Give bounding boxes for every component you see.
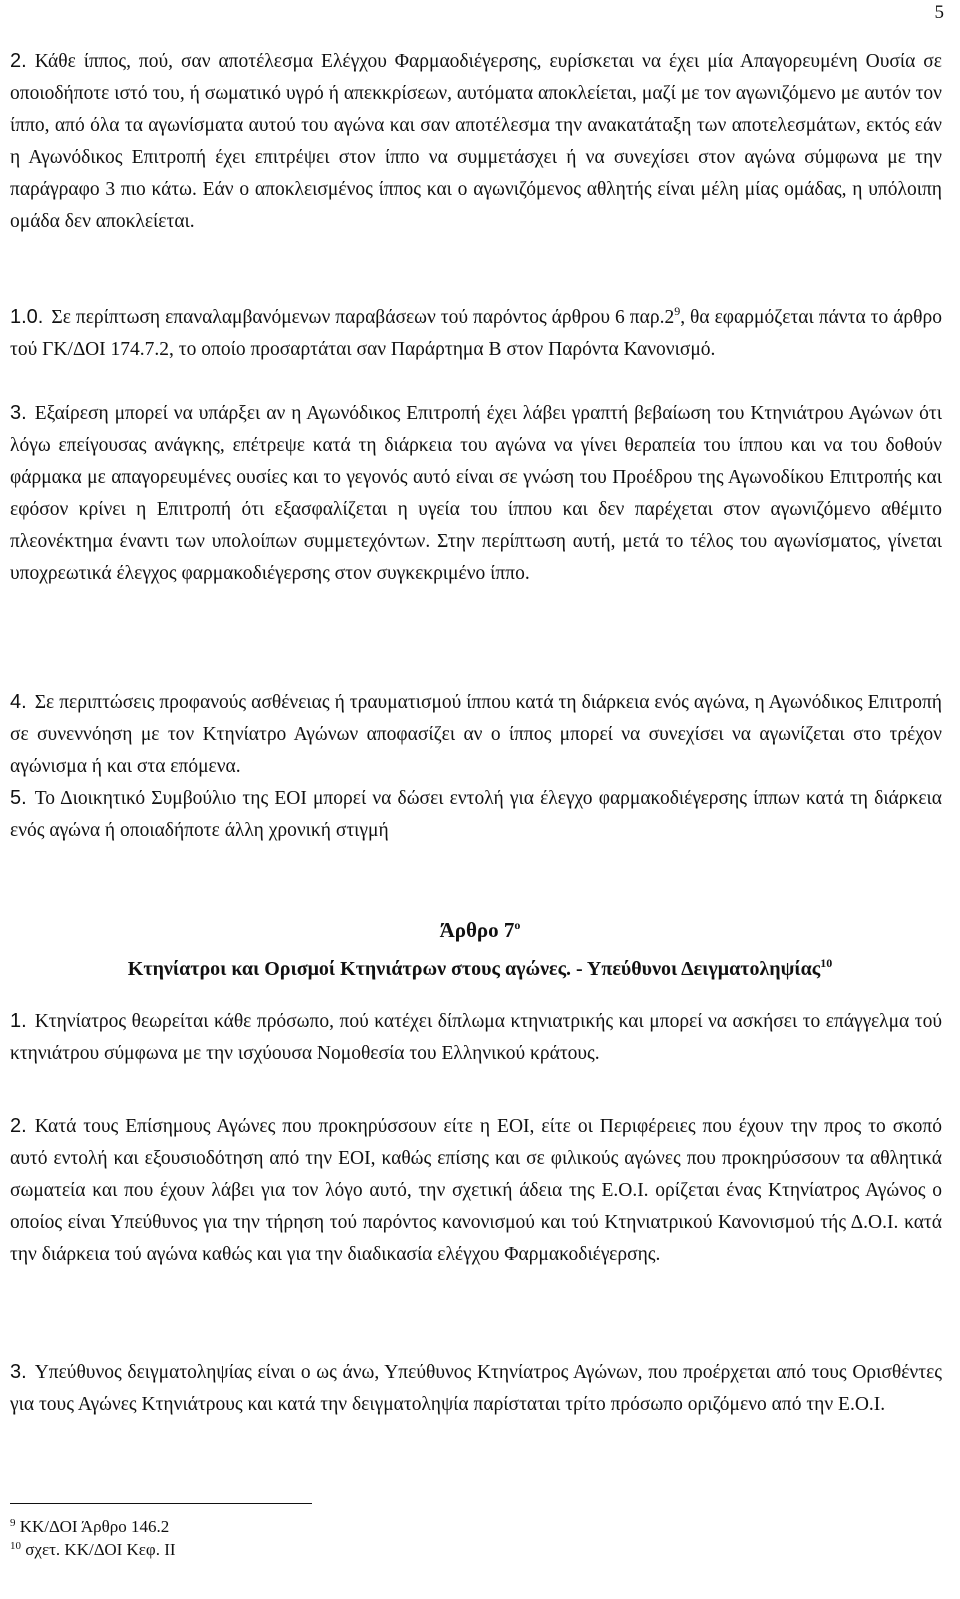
paragraph-text: Σε περίπτωση επαναλαμβανόμενων παραβάσεων τού παρόντος άρθρου 6 παρ.2 bbox=[51, 307, 675, 328]
paragraph-2 bbox=[10, 45, 942, 239]
paragraph-number: 1. bbox=[10, 1010, 27, 1032]
paragraph-number: 5. bbox=[10, 787, 27, 809]
footnote-ref-10: 10 bbox=[820, 956, 833, 970]
footnote-separator bbox=[10, 1503, 312, 1504]
page-number: 5 bbox=[934, 2, 944, 23]
paragraph-text-continued: , θα εφαρμόζεται πάντα το άρθρο τού ΓΚ/ΔΟΙ 174.7.2, το οποίο προσαρτάται σαν Παράρτημα Β στον Παρόντα Κανονισμό. bbox=[10, 307, 942, 361]
paragraph-text: Υπεύθυνος δειγματοληψίας είναι ο ως άνω, Υπεύθυνος Κτηνίατρος Αγώνων, που προέρχεται από τους Ορισθέντες για τους Αγώνες Κτηνιάτρους και κατά την δειγματοληψία παρίσταται τρίτο πρόσωπο οριζόμενο από την Ε.Ο.Ι. bbox=[10, 1362, 942, 1416]
paragraph-number: 3. bbox=[10, 402, 27, 424]
paragraph-number: 3. bbox=[10, 1361, 27, 1383]
paragraph-3 bbox=[10, 397, 942, 591]
paragraph-text: Το Διοικητικό Συμβούλιο της ΕΟΙ μπορεί να δώσει εντολή για έλεγχο φαρμακοδιέγερσης ίππων κατά τη διάρκεια ενός αγώνα ή οποιαδήποτε άλλη χρονική στιγμή bbox=[10, 788, 942, 842]
paragraph-1-0 bbox=[10, 301, 942, 366]
paragraph-number: 1.0. bbox=[10, 306, 44, 328]
article-paragraph-3 bbox=[10, 1356, 942, 1421]
article-paragraph-2 bbox=[10, 1110, 942, 1271]
footnote-9: $^9$ ΚΚ/ΔΟΙ Άρθρο 146.2 bbox=[10, 1517, 170, 1536]
paragraph-4 bbox=[10, 686, 942, 783]
paragraph-number: 4. bbox=[10, 691, 27, 713]
article-title: Άρθρο $7^o$ bbox=[439, 918, 521, 942]
article-paragraph-1 bbox=[10, 1005, 942, 1070]
paragraph-text: Σε περιπτώσεις προφανούς ασθένειας ή τραυματισμού ίππου κατά τη διάρκεια ενός αγώνα, η Αγωνόδικος Επιτροπή σε συνεννόηση με τον Κτηνίατρο Αγώνων αποφασίζει αν ο ίππος μπορεί να συνεχίσει να αγωνίζεται στο τρέχον αγώνισμα ή και στα επόμενα. bbox=[10, 692, 942, 778]
paragraph-text: Κατά τους Επίσημους Αγώνες που προκηρύσσουν είτε η ΕΟΙ, είτε οι Περιφέρειες που έχουν την προς το σκοπό αυτό εντολή και εξουσιοδότηση από την ΕΟΙ, καθώς επίσης και σε φιλικούς αγώνες που προκηρύσσουν τα αθλητικά σωματεία και που έχουν λάβει για τον λόγο αυτό, την σχετική άδεια της Ε.Ο.Ι. ορίζεται ένας Κτηνίατρος Αγώνος ο οποίος είναι Υπεύθυνος για την τήρηση τού παρόντος κανονισμού και τού Κτηνιατρικού Κανονισμού τής Δ.Ο.Ι. κατά την διάρκεια τού αγώνα καθώς και για την διαδικασία ελέγχου Φαρμακοδιέγερσης. bbox=[10, 1116, 942, 1266]
paragraph-text: Κτηνίατρος θεωρείται κάθε πρόσωπο, πού κατέχει δίπλωμα κτηνιατρικής και μπορεί να ασκήσει το επάγγελμα τού κτηνιάτρου σύμφωνα με την ισχύουσα Νομοθεσία του Ελληνικού κράτους. bbox=[10, 1011, 942, 1065]
paragraph-number: 2. bbox=[10, 50, 27, 72]
paragraph-number: 2. bbox=[10, 1115, 27, 1137]
footnote-10: $^{10}$ σχετ. ΚΚ/ΔΟΙ Κεφ. ΙΙ bbox=[10, 1540, 176, 1559]
paragraph-text: Εξαίρεση μπορεί να υπάρξει αν η Αγωνόδικος Επιτροπή έχει λάβει γραπτή βεβαίωση του Κτηνιάτρου Αγώνων ότι λόγω επείγουσας ανάγκης, επέτρεψε κατά τη διάρκεια του αγώνα να γίνει θεραπεία του ίππου και να του δοθούν φάρμακα με απαγορευμένες ουσίες και το γεγονός αυτό είναι σε γνώση του Προέδρου της Αγωνοδίκου Επιτροπής και εφόσον κρίνει η Επιτροπή ότι εξασφαλίζεται η υγεία του ίππου και δεν παρέχεται στον αγωνιζόμενο αθέμιτο πλεονέκτημα έναντι των υπολοίπων συμμετεχόντων. Στην περίπτωση αυτή, μετά το τέλος του αγωνίσματος, γίνεται υποχρεωτικά έλεγχος φαρμακοδιέγερσης στον συγκεκριμένο ίππο. bbox=[10, 403, 942, 585]
footnote-ref-9: 9 bbox=[674, 304, 681, 318]
paragraph-5 bbox=[10, 782, 942, 847]
paragraph-text: Κάθε ίππος, πού, σαν αποτέλεσμα Ελέγχου Φαρμαοδιέγερσης, ευρίσκεται να έχει μία Απαγορευμένη Ουσία σε οποιοδήποτε ιστό του, ή σωματικό υγρό ή απεκκρίσεων, αυτόματα αποκλείεται, μαζί με τον αγωνιζόμενο με αυτόν τον ίππο, από όλα τα αγωνίσματα αυτού του αγώνα και σαν αποτέλεσμα την ανακατάταξη των αποτελεσμάτων, εκτός εάν η Αγωνόδικος Επιτροπή έχει επιτρέψει στον ίππο να συμμετάσχει ή να συνεχίσει στον αγώνα σύμφωνα με την παράγραφο 3 πιο κάτω. Εάν ο αποκλεισμένος ίππος και ο αγωνιζόμενος αθλητής είναι μέλη μίας ομάδας, η υπόλοιπη ομάδα δεν αποκλείεται. bbox=[10, 51, 942, 233]
article-subtitle: Κτηνίατροι και Ορισμοί Κτηνιάτρων στους αγώνες. - Υπεύθυνοι Δειγματοληψίας$^{10}$ bbox=[127, 956, 833, 980]
